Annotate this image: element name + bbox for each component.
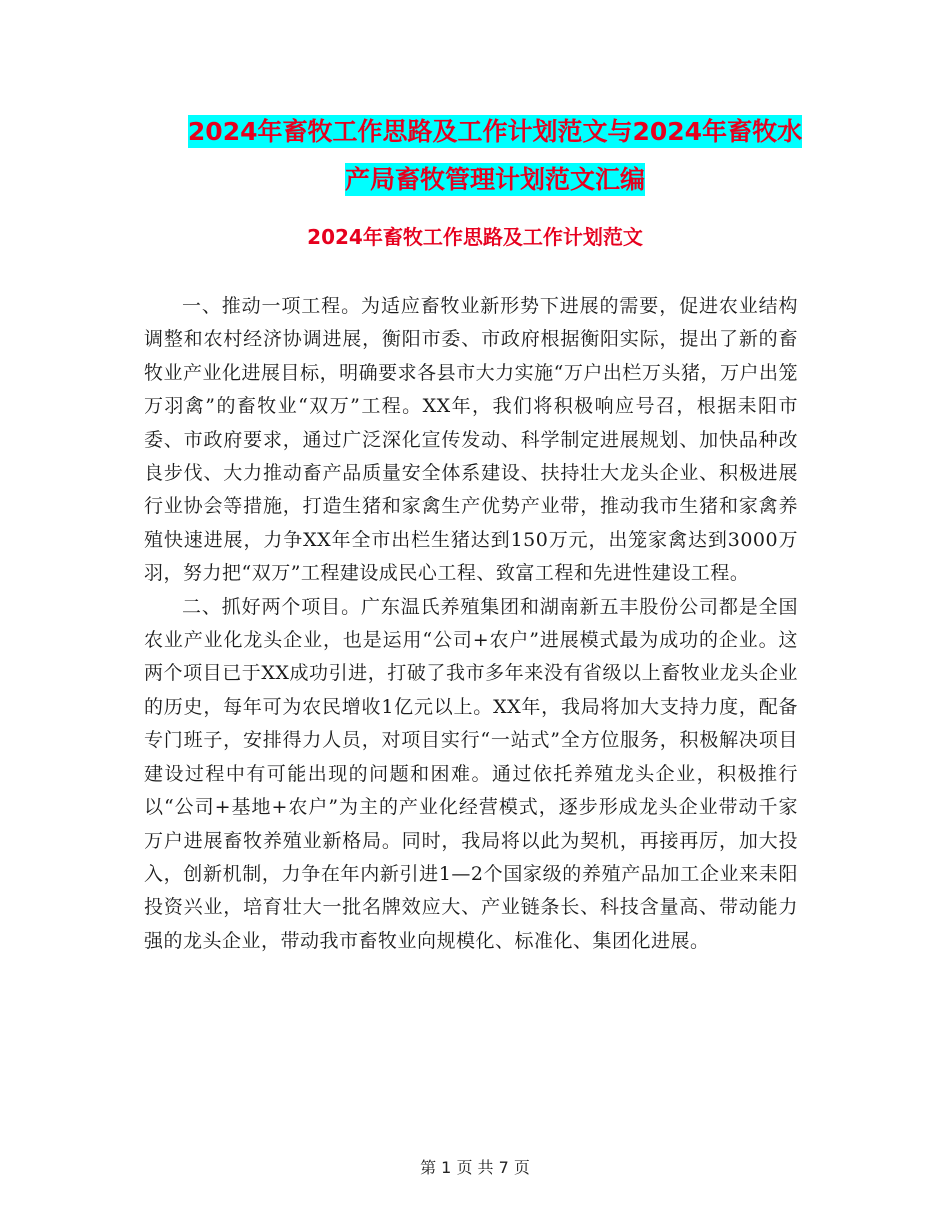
- section-title: 2024年畜牧工作思路及工作计划范文: [307, 225, 643, 249]
- page-number-footer: 第 1 页 共 7 页: [420, 1158, 530, 1177]
- title-line-2: 产局畜牧管理计划范文汇编: [344, 165, 645, 194]
- document-title: [150, 108, 840, 204]
- title-line-1: 2024年畜牧工作思路及工作计划范文与2024年畜牧水: [187, 117, 803, 146]
- paragraph-2: 二、抓好两个项目。广东温氏养殖集团和湖南新五丰股份公司都是全国农业产业化龙头企业，也是运用“公司+农户”进展模式最为成功的企业。这两个项目已于XX成功引进，打破了我市多年来没有省级以上畜牧业龙头企业的历史，每年可为农民增收1亿元以上。XX年，我局将加大支持力度，配备专门班子，安排得力人员，对项目实行“一站式”全方位服务，积极解决项目建设过程中有可能出现的问题和困难。通过依托养殖龙头企业，积极推行以“公司+基地+农户”为主的产业化经营模式，逐步形成龙头企业带动千家万户进展畜牧养殖业新格局。同时，我局将以此为契机，再接再厉，加大投入，创新机制，力争在年内新引进1—2个国家级的养殖产品加工企业来耒阳投资兴业，培育壮大一批名牌效应大、产业链条长、科技含量高、带动能力强的龙头企业，带动我市畜牧业向规模化、标准化、集团化进展。: [144, 595, 798, 952]
- paragraph-1: 一、推动一项工程。为适应畜牧业新形势下进展的需要，促进农业结构调整和农村经济协调进展，衡阳市委、市政府根据衡阳实际，提出了新的畜牧业产业化进展目标，明确要求各县市大力实施“万户出栏万头猪，万户出笼万羽禽”的畜牧业“双万”工程。XX年，我们将积极响应号召，根据耒阳市委、市政府要求，通过广泛深化宣传发动、科学制定进展规划、加快品种改良步伐、大力推动畜产品质量安全体系建设、扶持壮大龙头企业、积极进展行业协会等措施，打造生猪和家禽生产优势产业带，推动我市生猪和家禽养殖快速进展，力争XX年全市出栏生猪达到150万元，出笼家禽达到3000万羽，努力把“双万”工程建设成民心工程、致富工程和先进性建设工程。: [144, 295, 798, 585]
- document-body: [144, 290, 798, 958]
